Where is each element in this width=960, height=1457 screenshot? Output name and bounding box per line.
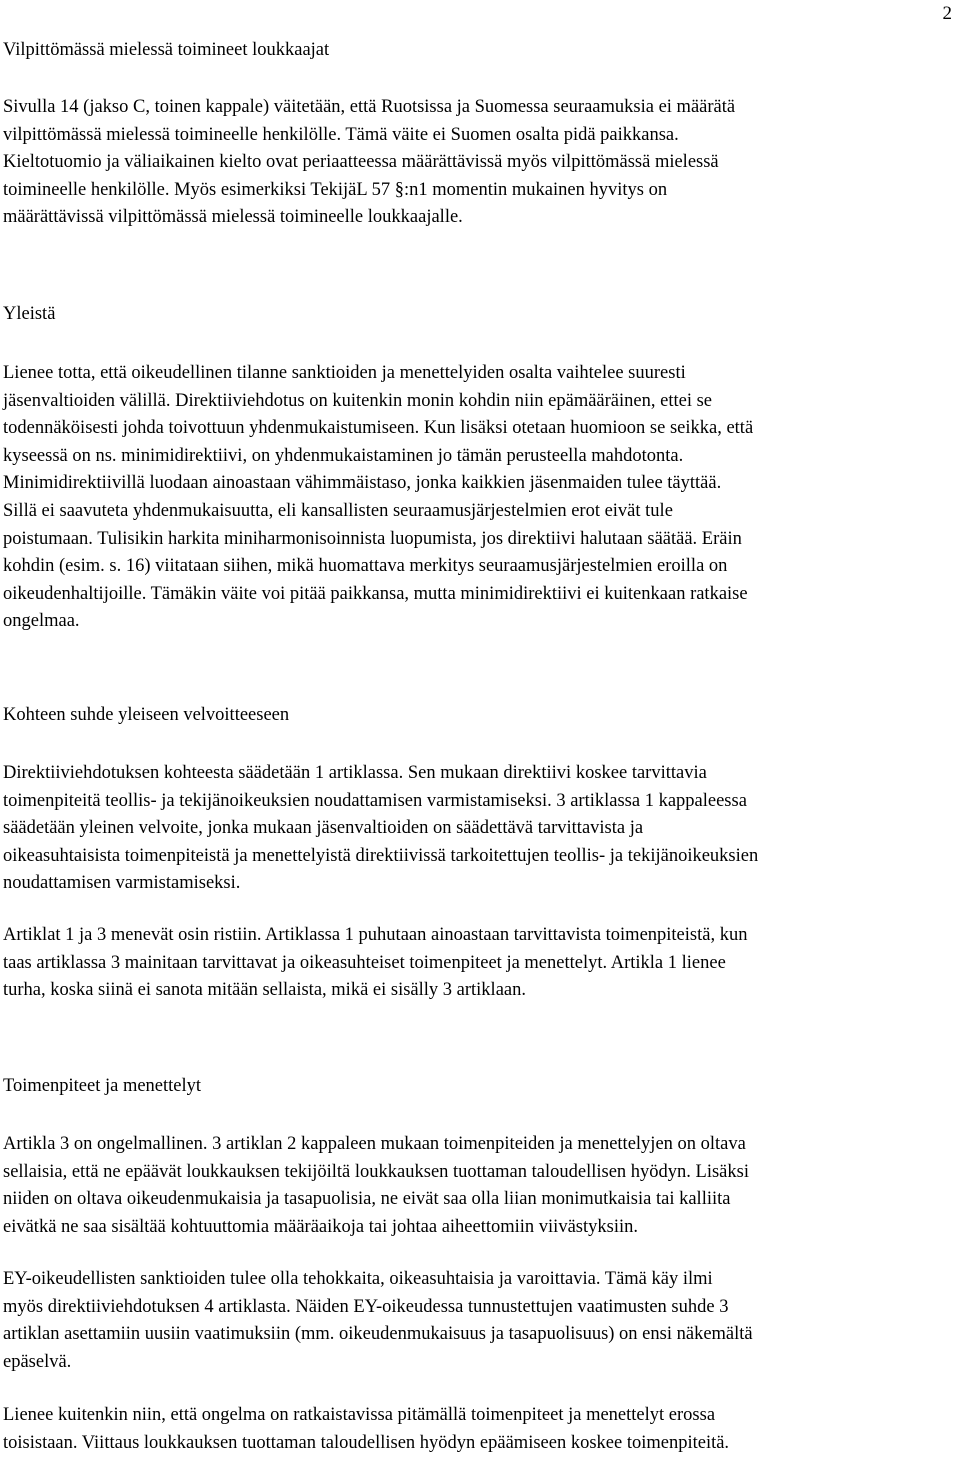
paragraph — [3, 1266, 959, 1376]
text-line: turha, koska siinä ei sanota mitään sellaista, mikä ei sisälly 3 artiklaan. — [3, 980, 526, 1001]
section-heading-yleista: Yleistä — [3, 304, 56, 324]
text-line: sellaisia, että ne epäävät loukkauksen tekijöiltä loukkauksen tuottaman taloudellisen hyödyn. Lisäksi — [3, 1161, 749, 1182]
text-line: säädetään yleinen velvoite, jonka mukaan jäsenvaltioiden on säädettävä tarvittavista ja — [3, 818, 644, 839]
section-heading-kohteen-suhde: Kohteen suhde yleiseen velvoitteeseen — [3, 705, 290, 725]
paragraph — [3, 760, 959, 898]
text-line: jäsenvaltioiden välillä. Direktiiviehdotus on kuitenkin monin kohdin niin epämääräinen, ettei se — [3, 390, 712, 411]
paragraph — [3, 360, 959, 636]
text-line: kyseessä on ns. minimidirektiivi, on yhdenmukaistaminen jo tämän perusteella mahdotonta. — [3, 445, 684, 466]
text-line: Kieltotuomio ja väliaikainen kielto ovat periaatteessa määrättävissä myös vilpittömässä mielessä — [3, 152, 719, 173]
text-line: todennäköisesti johda toivottuun yhdenmukaistumiseen. Kun lisäksi otetaan huomioon se seikka, että — [3, 418, 754, 439]
text-line: eivätkä ne saa sisältää kohtuuttomia määräaikoja tai johtaa aiheettomiin viivästyksiin. — [3, 1216, 638, 1237]
text-line: Sillä ei saavuteta yhdenmukaisuutta, eli kansallisten seuraamusjärjestelmien erot eivät tule — [3, 500, 673, 521]
paragraph — [3, 1402, 959, 1457]
text-line: Lienee totta, että oikeudellinen tilanne sanktioiden ja menettelyiden osalta vaihtelee suuresti — [3, 363, 686, 383]
text-line: Lienee kuitenkin niin, että ongelma on ratkaistavissa pitämällä toimenpiteet ja menettelyt erossa — [3, 1405, 716, 1425]
text-line: Direktiiviehdotuksen kohteesta säädetään 1 artiklassa. Sen mukaan direktiivi koskee tarvittavia — [3, 763, 707, 783]
text-line: oikeudenhaltijoille. Tämäkin väite voi pitää paikkansa, mutta minimidirektiivi ei kuitenkaan ratkaise — [3, 583, 748, 604]
paragraph — [3, 1131, 959, 1241]
paragraph — [3, 94, 959, 232]
text-line: toisistaan. Viittaus loukkauksen tuottaman taloudellisen hyödyn epäämiseen koskee toimenpiteitä. — [3, 1432, 730, 1453]
text-line: myös direktiiviehdotuksen 4 artiklasta. Näiden EY-oikeudessa tunnustettujen vaatimusten suhde 3 — [3, 1296, 729, 1317]
text-line: vilpittömässä mielessä toimineelle henkilölle. Tämä väite ei Suomen osalta pidä paikkansa. — [3, 124, 679, 145]
section-heading-toimenpiteet: Toimenpiteet ja menettelyt — [3, 1076, 202, 1096]
text-line: poistumaan. Tulisikin harkita miniharmonisoinnista luopumista, jos direktiivi halutaan säätää. Eräin — [3, 528, 742, 549]
text-line: noudattamisen varmistamiseksi. — [3, 873, 241, 894]
text-line: Minimidirektiivillä luodaan ainoastaan vähimmäistaso, jonka kaikkien jäsenmaiden tulee täyttää. — [3, 473, 722, 494]
text-line: toimenpiteitä teollis- ja tekijänoikeuksien noudattamisen varmistamiseksi. 3 artiklassa 1 kappaleessa — [3, 790, 747, 811]
text-line: kohdin (esim. s. 16) viitataan siihen, mikä huomattava merkitys seuraamusjärjestelmien eroilla on — [3, 556, 728, 577]
text-line: Sivulla 14 (jakso C, toinen kappale) väitetään, että Ruotsissa ja Suomessa seuraamuksia ei määrätä — [3, 97, 736, 117]
text-line: epäselvä. — [3, 1351, 72, 1372]
text-line: Artikla 3 on ongelmallinen. 3 artiklan 2 kappaleen mukaan toimenpiteiden ja menettelyjen on oltava — [3, 1134, 746, 1154]
text-line: EY-oikeudellisten sanktioiden tulee olla tehokkaita, oikeasuhtaisia ja varoittavia. Tämä käy ilmi — [3, 1269, 713, 1289]
text-line: niiden on oltava oikeudenmukaisia ja tasapuolisia, ne eivät saa olla liian monimutkaisia tai kalliita — [3, 1189, 731, 1210]
text-line: artiklan asettamiin uusiin vaatimuksiin (mm. oikeudenmukaisuus ja tasapuolisuus) on ensi näkemältä — [3, 1324, 753, 1345]
text-line: taas artiklassa 3 mainitaan tarvittavat ja oikeasuhteiset toimenpiteet ja menettelyt. Artikla 1 lienee — [3, 952, 726, 973]
text-line: toimineelle henkilölle. Myös esimerkiksi TekijäL 57 §:n1 momentin mukainen hyvitys on — [3, 179, 668, 200]
text-line: määrättävissä vilpittömässä mielessä toimineelle loukkaajalle. — [3, 207, 463, 228]
page-number: 2 — [942, 3, 952, 24]
section-heading-vilpittomassa-mielessa: Vilpittömässä mielessä toimineet loukkaajat — [3, 40, 330, 60]
text-line: Artiklat 1 ja 3 menevät osin ristiin. Artiklassa 1 puhutaan ainoastaan tarvittavista toimenpiteistä, kun — [3, 925, 748, 945]
paragraph — [3, 922, 959, 1005]
text-line: ongelmaa. — [3, 611, 80, 632]
text-line: oikeasuhtaisista toimenpiteistä ja menettelyistä direktiivissä tarkoitettujen teollis- ja tekijänoikeuksien — [3, 845, 759, 866]
